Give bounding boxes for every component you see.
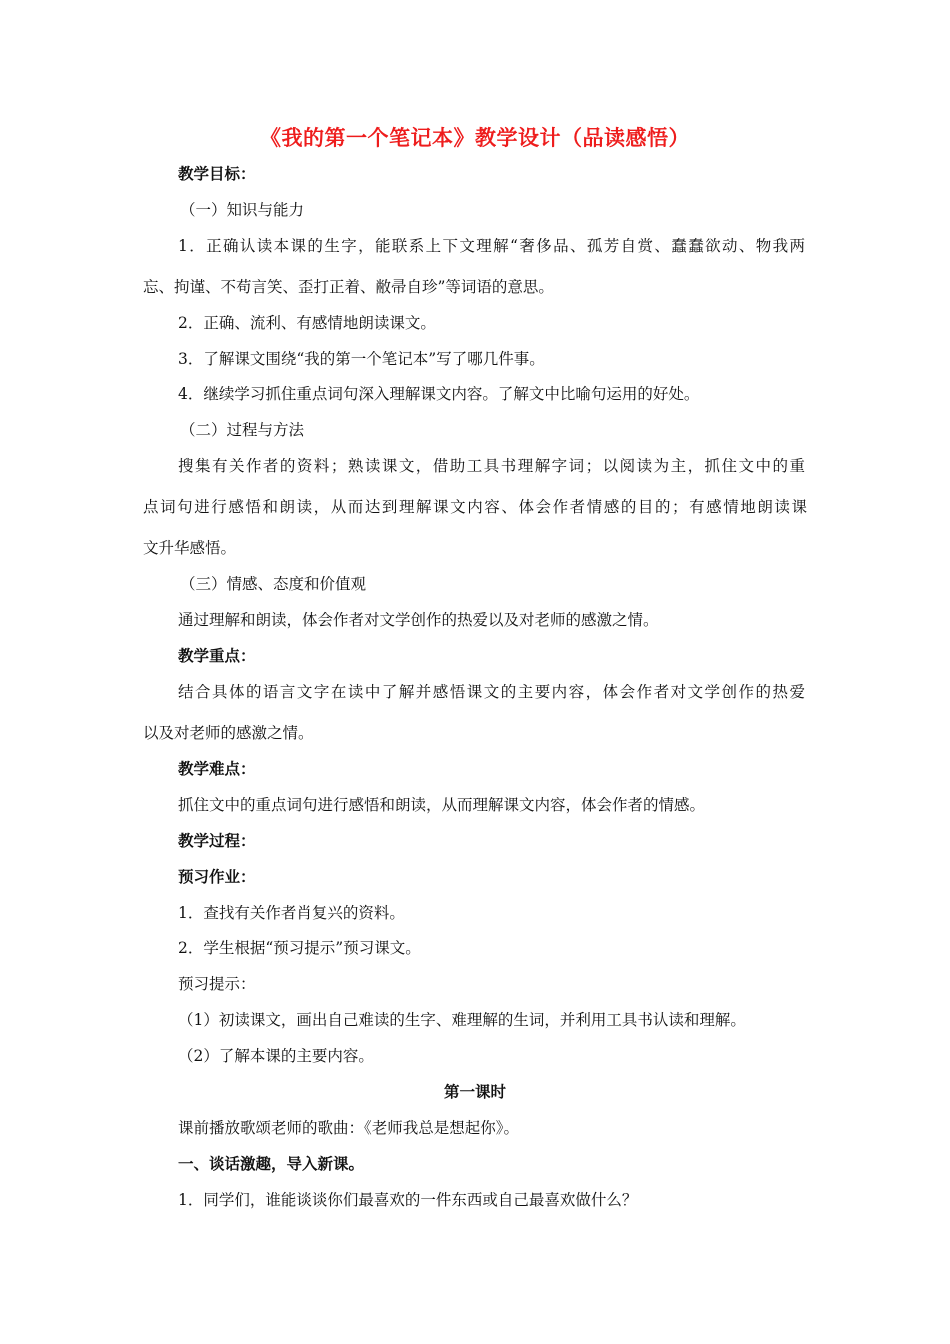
part3-heading: （三）情感、态度和价值观 <box>180 575 367 593</box>
preview-heading: 预习作业： <box>178 868 256 886</box>
goal1-line1: 1．正确认读本课的生字，能联系上下文理解“奢侈品、孤芳自赏、蠢蠢欲动、物我两 <box>178 237 805 255</box>
part1-heading: （一）知识与能力 <box>180 201 305 219</box>
goal2: 2．正确、流利、有感情地朗读课文。 <box>178 314 436 332</box>
method-line2: 点词句进行感悟和朗读，从而达到理解课文内容、体会作者情感的目的；有感情地朗读课 <box>143 498 807 516</box>
goals-heading: 教学目标： <box>178 165 256 183</box>
key-heading: 教学重点： <box>178 647 256 665</box>
key-line2: 以及对老师的感激之情。 <box>143 724 314 742</box>
section1-heading: 一、谈话激趣，导入新课。 <box>178 1155 365 1173</box>
difficulty: 抓住文中的重点词句进行感悟和朗读，从而理解课文内容，体会作者的情感。 <box>178 796 706 814</box>
preview2: 2．学生根据“预习提示”预习课文。 <box>178 939 421 957</box>
song-line: 课前播放歌颂老师的歌曲：《老师我总是想起你》。 <box>178 1119 520 1137</box>
key-line1: 结合具体的语言文字在读中了解并感悟课文的主要内容，体会作者对文学创作的热爱 <box>178 683 805 701</box>
method-line1: 搜集有关作者的资料；熟读课文，借助工具书理解字词；以阅读为主，抓住文中的重 <box>178 457 805 475</box>
attitude: 通过理解和朗读，体会作者对文学创作的热爱以及对老师的感激之情。 <box>178 611 659 629</box>
preview1: 1．查找有关作者肖复兴的资料。 <box>178 904 405 922</box>
goal3: 3．了解课文围绕“我的第一个笔记本”写了哪几件事。 <box>178 350 545 368</box>
tip2: （2）了解本课的主要内容。 <box>178 1047 374 1065</box>
method-line3: 文升华感悟。 <box>143 539 237 557</box>
question1: 1．同学们，谁能谈谈你们最喜欢的一件东西或自己最喜欢做什么？ <box>178 1191 638 1209</box>
goal1-line2: 忘、拘谨、不苟言笑、歪打正着、敝帚自珍”等词语的意思。 <box>143 278 554 296</box>
document-title: 《我的第一个笔记本》教学设计（品读感悟） <box>260 126 690 150</box>
process-heading: 教学过程： <box>178 832 256 850</box>
difficulty-heading: 教学难点： <box>178 760 256 778</box>
preview-tips: 预习提示： <box>178 975 256 993</box>
part2-heading: （二）过程与方法 <box>180 421 305 439</box>
goal4: 4．继续学习抓住重点词句深入理解课文内容。了解文中比喻句运用的好处。 <box>178 385 700 403</box>
tip1: （1）初读课文，画出自己难读的生字、难理解的生词，并利用工具书认读和理解。 <box>178 1011 746 1029</box>
lesson1-heading: 第一课时 <box>443 1083 506 1101</box>
